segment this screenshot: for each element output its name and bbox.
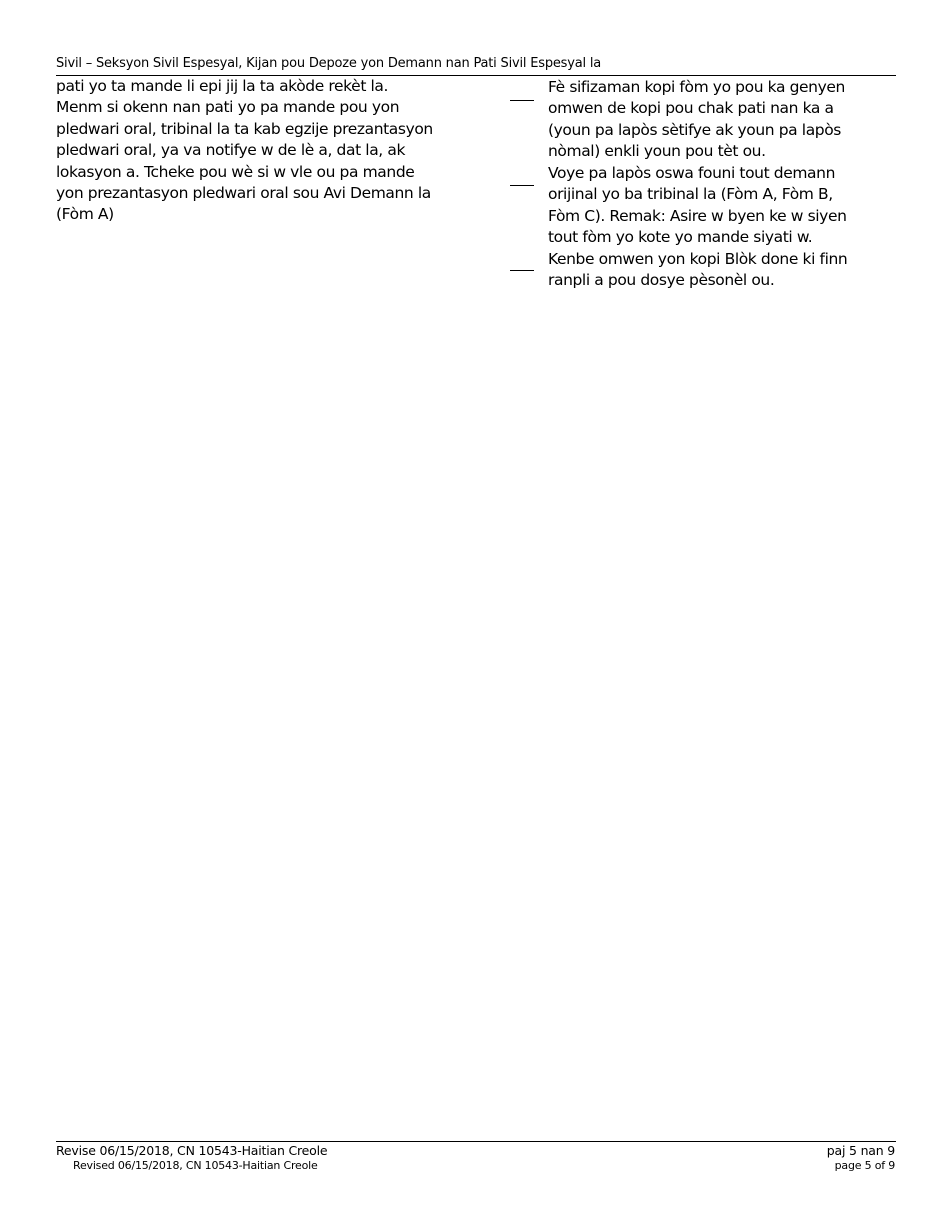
checklist-line: Fè sifizaman kopi fòm yo pou ka genyen xyxy=(548,78,845,96)
footer-page-number-english: page 5 of 9 xyxy=(834,1159,895,1172)
checklist-item-make-copies xyxy=(510,77,900,163)
checklist-line: (youn pa lapòs sètifye ak youn pa lapòs xyxy=(548,120,841,139)
footer-revision-english: Revised 06/15/2018, CN 10543-Haitian Creole xyxy=(73,1159,318,1172)
checklist-line: Voye pa lapòs oswa founi tout demann xyxy=(548,164,836,182)
footer-divider xyxy=(56,1141,896,1142)
checklist-line: Kenbe omwen yon kopi Blòk done ki finn xyxy=(548,250,848,268)
footer-page-number: paj 5 nan 9 xyxy=(826,1143,895,1158)
checklist-line: omwen de kopi pou chak pati nan ka a xyxy=(548,99,834,118)
checklist-item-send-originals xyxy=(510,163,900,249)
paragraph-line: lokasyon a. Tcheke pou wè si w vle ou pa mande xyxy=(56,162,415,181)
left-column-paragraph xyxy=(56,76,456,226)
paragraph-line: yon prezantasyon pledwari oral sou Avi Demann la xyxy=(56,184,431,203)
checkbox-blank-line[interactable] xyxy=(510,185,534,186)
checklist-line: tout fòm yo kote yo mande siyati w. xyxy=(548,228,813,247)
checklist-item-text xyxy=(548,163,908,249)
paragraph-line: pledwari oral, ya va notifye w de lè a, dat la, ak xyxy=(56,141,406,160)
checklist-item-text xyxy=(548,77,908,163)
paragraph-line: (Fòm A) xyxy=(56,205,114,224)
checklist-line: ranpli a pou dosye pèsonèl ou. xyxy=(548,271,775,290)
checklist-line: Fòm C). Remak: Asire w byen ke w siyen xyxy=(548,206,847,225)
checklist-line: orijinal yo ba tribinal la (Fòm A, Fòm B, xyxy=(548,185,833,204)
paragraph-line: Menm si okenn nan pati yo pa mande pou yon xyxy=(56,98,400,117)
paragraph-line: pati yo ta mande li epi jij la ta akòde rekèt la. xyxy=(56,77,389,95)
checklist-item-text xyxy=(548,249,908,292)
page-header-title: Sivil – Seksyon Sivil Espesyal, Kijan pou Depoze yon Demann nan Pati Sivil Espesyal la xyxy=(56,56,602,71)
checklist-item-keep-copy xyxy=(510,249,900,293)
paragraph-line: pledwari oral, tribinal la ta kab egzije prezantasyon xyxy=(56,119,433,138)
checklist-line: nòmal) enkli youn pou tèt ou. xyxy=(548,142,766,161)
checkbox-blank-line[interactable] xyxy=(510,100,534,101)
footer-revision: Revise 06/15/2018, CN 10543-Haitian Creole xyxy=(56,1143,328,1158)
checkbox-blank-line[interactable] xyxy=(510,270,534,271)
